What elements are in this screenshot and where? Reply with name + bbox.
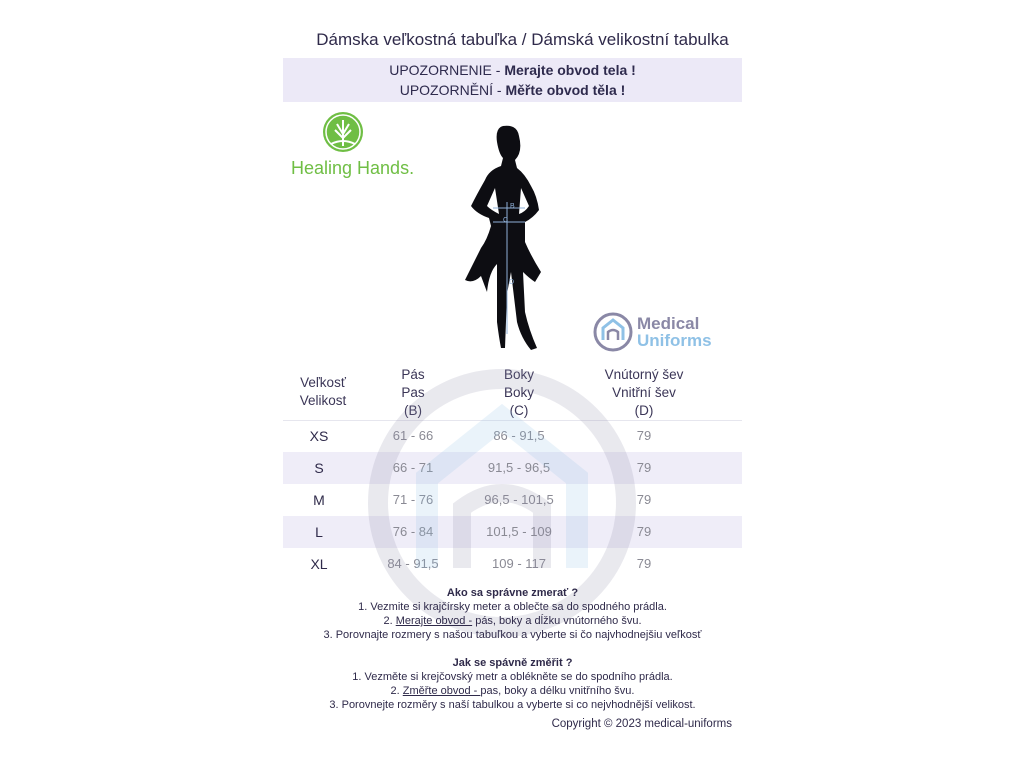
warning-box — [283, 58, 742, 102]
cell-size: M — [313, 492, 325, 508]
page-title: Dámska veľkostná tabuľka / Dámská velikostní tabulka — [316, 30, 729, 49]
cell-waist: 61 - 66 — [392, 428, 434, 443]
howto-cz-step1: 1. Vezměte si krejčovský metr a oblékněte se do spodního prádla. — [352, 671, 673, 683]
howto-cz — [283, 656, 742, 712]
mark-d: D — [509, 279, 515, 286]
howto-sk — [283, 586, 742, 642]
copyright-text: Copyright © 2023 medical-uniforms — [551, 718, 732, 730]
howto-sk-step3: 3. Porovnajte rozmery s našou tabuľkou a vyberte si čo najvhodnejšiu veľkosť — [323, 629, 702, 641]
healing-hands-logo-text: Healing Hands. — [291, 158, 415, 178]
cell-hips: 109 - 117 — [492, 556, 546, 571]
cell-waist: 66 - 71 — [392, 460, 434, 475]
size-chart-sheet — [283, 22, 742, 742]
medical-uniforms-logo-line2: Uniforms — [637, 331, 712, 350]
header-waist: Pás Pas (B) — [401, 367, 425, 418]
cell-inseam: 79 — [636, 460, 652, 475]
cell-size: XS — [309, 428, 329, 444]
cell-waist: 71 - 76 — [392, 492, 434, 507]
cell-inseam: 79 — [636, 428, 652, 443]
warning-cz: UPOZORNĚNÍ - Měřte obvod těla ! — [399, 82, 626, 98]
warning-sk: UPOZORNENIE - Merajte obvod tela ! — [389, 62, 636, 78]
cell-hips: 91,5 - 96,5 — [487, 460, 551, 475]
header-hips: Boky Boky (C) — [503, 367, 534, 418]
cell-inseam: 79 — [636, 556, 652, 571]
cell-hips: 101,5 - 109 — [486, 524, 552, 539]
cell-waist: 84 - 91,5 — [387, 556, 439, 571]
howto-cz-heading: Jak se spávně změřit ? — [452, 657, 573, 669]
howto-sk-step2: 2. Merajte obvod - pás, boky a dĺžku vnútorného švu. — [383, 615, 642, 627]
woman-silhouette-icon — [459, 122, 559, 354]
howto-sk-step1: 1. Vezmite si krajčírsky meter a oblečte sa do spodného prádla. — [358, 601, 667, 613]
cell-waist: 76 - 84 — [392, 524, 434, 539]
howto-sk-heading: Ako sa správne zmerať ? — [446, 587, 579, 599]
cell-size: S — [314, 460, 324, 476]
medical-uniforms-logo-line1: Medical — [637, 314, 700, 333]
cell-size: L — [315, 524, 323, 540]
header-inseam: Vnútorný šev Vnitřní šev (D) — [604, 367, 684, 418]
cell-inseam: 79 — [636, 524, 652, 539]
cell-hips: 96,5 - 101,5 — [484, 492, 554, 507]
header-size: Veľkosť Velikost — [299, 375, 347, 408]
mark-b: B — [510, 203, 515, 210]
cell-hips: 86 - 91,5 — [493, 428, 545, 443]
mark-c: C — [503, 217, 509, 224]
howto-cz-step2: 2. Změřte obvod - pas, boky a délku vnitřního švu. — [390, 685, 635, 697]
howto-cz-step3: 3. Porovnejte rozměry s naší tabulkou a vyberte si co nejvhodnější velikost. — [329, 699, 696, 711]
cell-inseam: 79 — [636, 492, 652, 507]
cell-size: XL — [310, 556, 328, 572]
